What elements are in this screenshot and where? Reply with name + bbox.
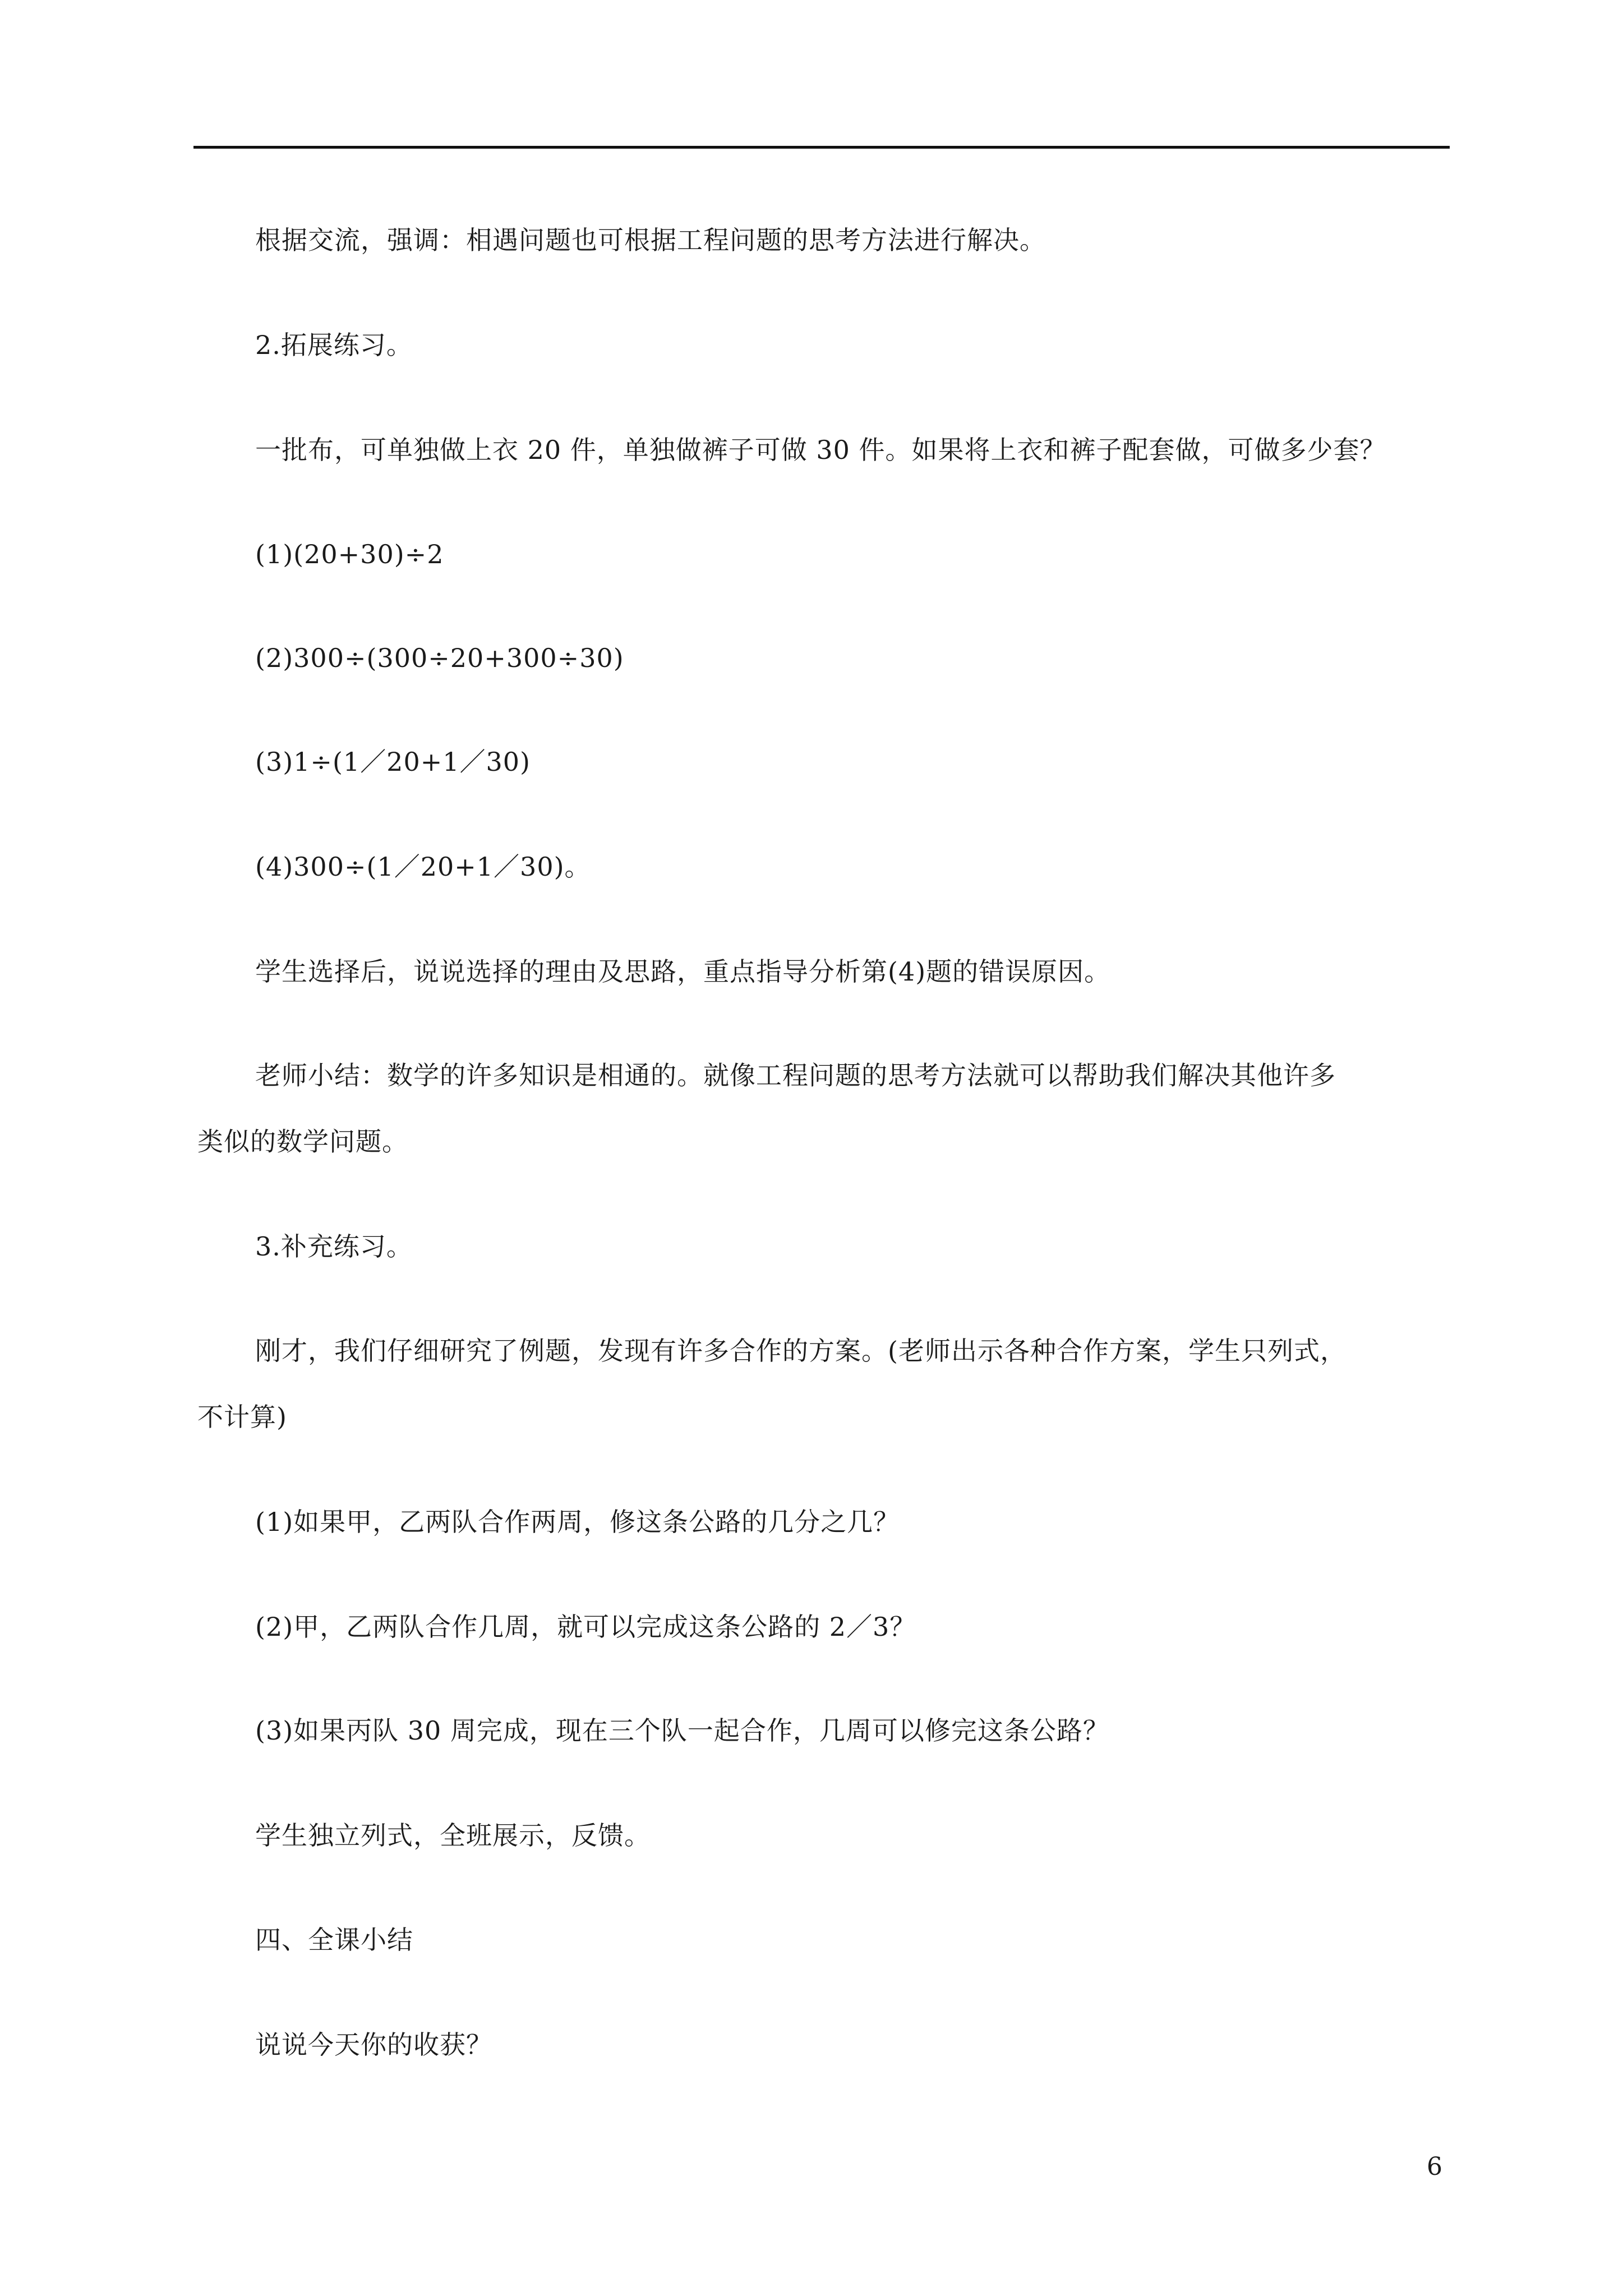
option-3: (3)1÷(1／20+1／30) <box>255 747 531 777</box>
paragraph-student-feedback: 学生独立列式，全班展示，反馈。 <box>255 1820 651 1851</box>
page-number: 6 <box>1427 2152 1442 2181</box>
question-3: (3)如果丙队 30 周完成，现在三个队一起合作，几周可以修完这条公路？ <box>255 1715 1109 1746</box>
option-4: (4)300÷(1／20+1／30)。 <box>255 852 591 882</box>
section-heading-extension-practice: 2.拓展练习。 <box>255 330 413 360</box>
paragraph-cloth-problem: 一批布，可单独做上衣 20 件，单独做裤子可做 30 件。如果将上衣和裤子配套做，可做多少套？ <box>255 435 1386 465</box>
paragraph-cooperation-plans-continued: 不计算) <box>197 1402 287 1432</box>
option-2: (2)300÷(300÷20+300÷30) <box>255 643 624 673</box>
question-2: (2)甲，乙两队合作几周，就可以完成这条公路的 2／3？ <box>255 1612 916 1642</box>
paragraph-student-choice: 学生选择后，说说选择的理由及思路，重点指导分析第(4)题的错误原因。 <box>255 956 1111 987</box>
paragraph-summary-emphasis: 根据交流，强调：相遇问题也可根据工程问题的思考方法进行解决。 <box>255 225 1046 255</box>
section-heading-supplementary-practice: 3.补充练习。 <box>255 1231 413 1262</box>
question-1: (1)如果甲，乙两队合作两周，修这条公路的几分之几？ <box>255 1507 900 1537</box>
paragraph-cooperation-plans: 刚才，我们仔细研究了例题，发现有许多合作的方案。(老师出示各种合作方案，学生只列式， <box>255 1336 1347 1366</box>
paragraph-harvest-question: 说说今天你的收获？ <box>255 2030 492 2060</box>
paragraph-teacher-summary: 老师小结：数学的许多知识是相通的。就像工程问题的思考方法就可以帮助我们解决其他许多 <box>255 1060 1336 1091</box>
option-1: (1)(20+30)÷2 <box>255 539 444 569</box>
header-rule <box>193 146 1450 149</box>
section-heading-lesson-summary: 四、全课小结 <box>255 1925 413 1955</box>
paragraph-teacher-summary-continued: 类似的数学问题。 <box>197 1126 408 1157</box>
